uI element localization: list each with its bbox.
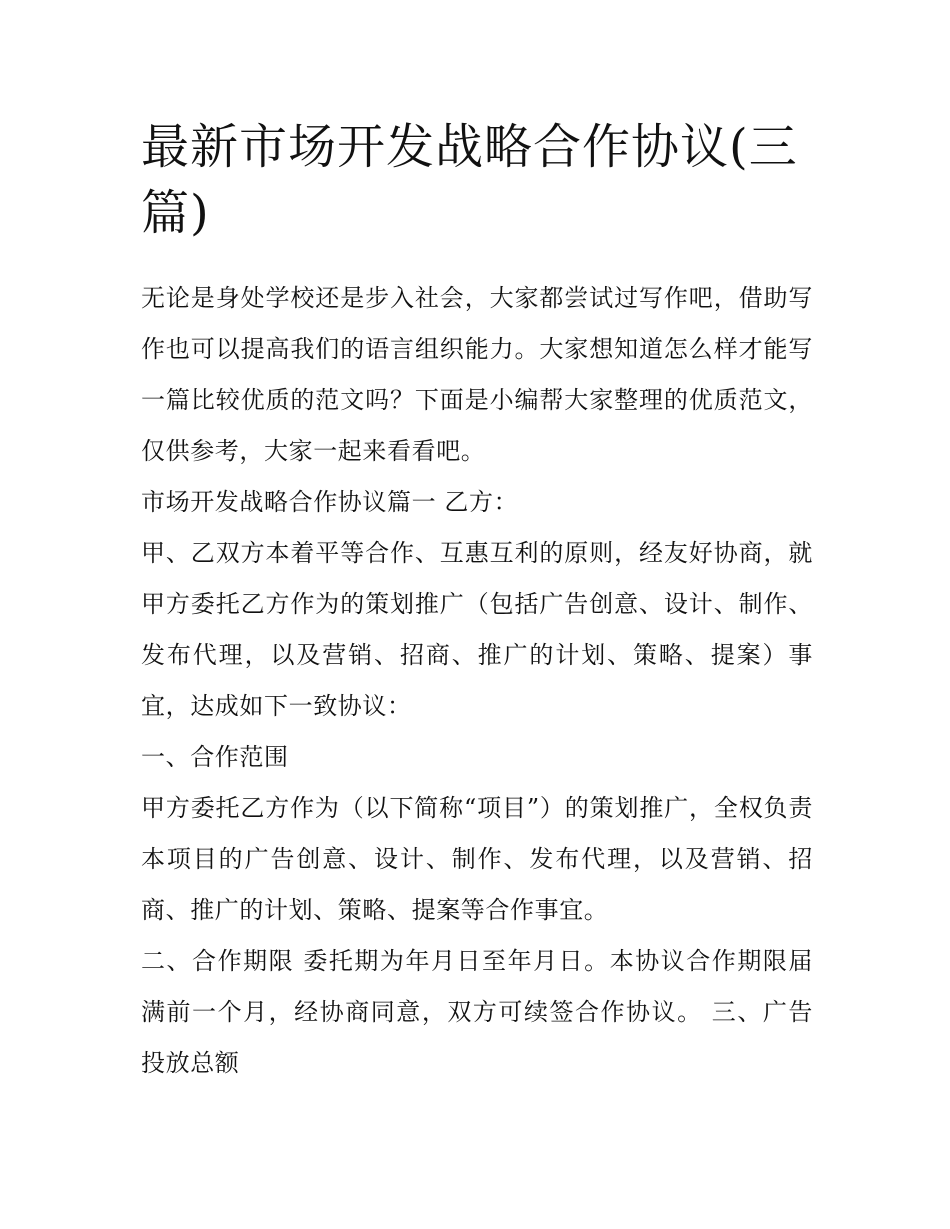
preamble-paragraph: 甲、乙双方本着平等合作、互惠互利的原则，经友好协商，就甲方委托乙方作为的策划推广（包括广告创意、设计、制作、发布代理，以及营销、招商、推广的计划、策略、提案）事宜，达成如下一致协议： (141, 539, 813, 720)
document-title: 最新市场开发战略合作协议(三篇) (141, 119, 798, 241)
term-paragraph: 二、合作期限 委托期为年月日至年月日。本协议合作期限届满前一个月，经协商同意，双方可续签合作协议。 三、广告投放总额 (141, 947, 813, 1077)
intro-paragraph: 无论是身处学校还是步入社会，大家都尝试过写作吧，借助写作也可以提高我们的语言组织能力。大家想知道怎么样才能写一篇比较优质的范文吗？下面是小编帮大家整理的优质范文，仅供参考，大家一起来看看吧。 (141, 284, 813, 465)
document-content (141, 114, 813, 1089)
clause-heading-scope: 一、合作范围 (141, 743, 289, 771)
scope-paragraph: 甲方委托乙方作为（以下简称“项目”）的策划推广，全权负责本项目的广告创意、设计、制作、发布代理，以及营销、招商、推广的计划、策略、提案等合作事宜。 (141, 794, 813, 924)
section-heading-part-one: 市场开发战略合作协议篇一 乙方： (141, 488, 519, 516)
document-body (141, 273, 813, 1089)
